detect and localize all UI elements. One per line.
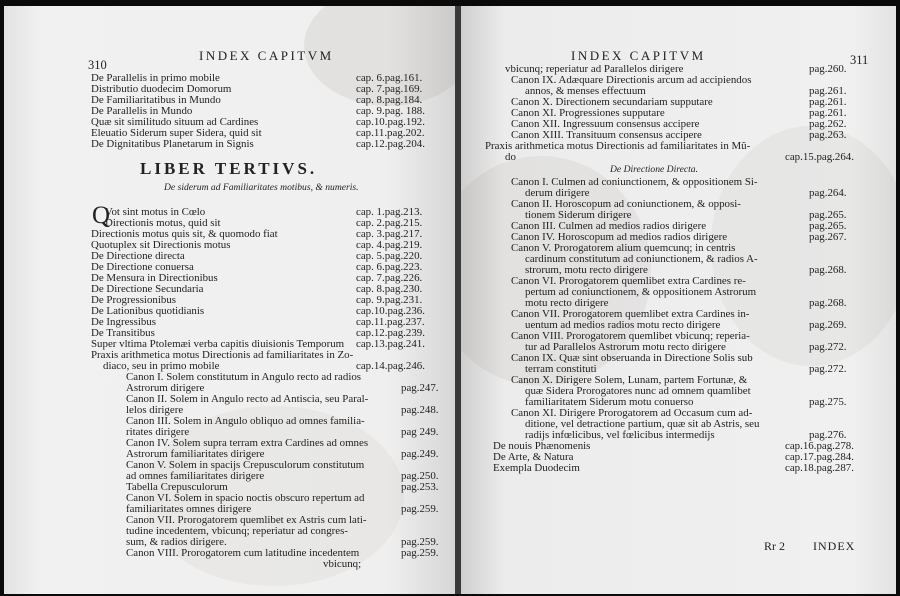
- entry-text: Canon VII. Prorogatorem quemlibet extra Cardines in-: [511, 308, 750, 320]
- chapter-list-book2: [91, 72, 425, 150]
- entry-text: motu recto dirigere: [525, 297, 609, 309]
- entry-text: do: [505, 151, 516, 163]
- entry-text: Directionis motus, quid sit: [105, 217, 221, 229]
- entry-text: De Arte, & Natura: [493, 451, 574, 463]
- page-reference: pag.260.: [809, 63, 847, 75]
- entry-text: familiaritates omnes dirigere: [126, 503, 252, 515]
- entry-text: Canon II. Horoscopum ad coniunctionem, & opposi-: [511, 198, 741, 210]
- entry-text: Canon III. Culmen ad medios radios dirigere: [511, 220, 707, 232]
- entry-text: Distributio duodecim Domorum: [91, 83, 232, 95]
- entry-text: Quæ sit similitudo situum ad Cardines: [91, 116, 259, 128]
- page-reference: pag.265.: [809, 209, 847, 221]
- entry-text: Canon I. Solem constitutum in Angulo recto ad radios: [126, 371, 362, 383]
- entry-text: Canon X. Directionem secundariam supputare: [511, 96, 713, 108]
- page-reference: cap.14.pag.246.: [356, 360, 425, 372]
- page-reference: cap.18.pag.287.: [785, 462, 854, 474]
- entry-text: Astrorum dirigere: [126, 382, 205, 394]
- entry-text: familiaritatem Siderum motu conuerso: [525, 396, 694, 408]
- running-header: INDEX CAPITVM: [199, 48, 334, 63]
- page-reference: pag.272.: [809, 363, 847, 375]
- entry-text: Tabella Crepusculorum: [126, 481, 228, 493]
- page-reference: pag.269.: [809, 319, 847, 331]
- entry-text: Directionis motus quis sit, & quomodo fiat: [91, 228, 278, 240]
- page-reference: pag.261.: [809, 107, 847, 119]
- page-reference: cap. 7.pag.169.: [356, 83, 423, 95]
- catchword: [91, 559, 368, 570]
- catchword: INDEX: [813, 539, 856, 553]
- entry-text: Canon VIII. Prorogatorem cum latitudine incedentem: [126, 547, 360, 559]
- entry-text: tionem Siderum dirigere: [525, 209, 632, 221]
- entry-text: Canon III. Solem in Angulo obliquo ad omnes familia-: [126, 415, 365, 427]
- page-reference: cap.16.pag.278.: [785, 440, 854, 452]
- page-reference: cap. 7.pag.226.: [356, 272, 423, 284]
- page-reference: cap.11.pag.237.: [356, 316, 425, 328]
- page-reference: pag.267.: [809, 231, 847, 243]
- page-reference: cap.17.pag.284.: [785, 451, 854, 463]
- entry-text: De Mensura in Directionibus: [91, 272, 218, 284]
- entry-text: Praxis arithmetica motus Directionis ad familiaritates in Mũ-: [485, 140, 751, 152]
- page-reference: cap.11.pag.202.: [356, 127, 425, 139]
- page-reference: pag.250.: [401, 470, 439, 482]
- entry-text: Canon I. Culmen ad coniunctionem, & oppositionem Si-: [511, 176, 758, 188]
- toc-row: [485, 141, 759, 152]
- chapter-list-right: [485, 63, 854, 474]
- page-reference: cap.15.pag.264.: [785, 151, 854, 163]
- entry-text: Canon VIII. Prorogatorem quemlibet vbicunq; reperia-: [511, 330, 750, 342]
- entry-text: Eleuatio Siderum super Sidera, quid sit: [91, 127, 262, 139]
- entry-text: Canon IV. Horoscopum ad medios radios dirigere: [511, 231, 728, 243]
- entry-text: derum dirigere: [525, 187, 590, 199]
- entry-text: diaco, seu in primo mobile: [103, 360, 220, 372]
- page-reference: pag.249.: [401, 448, 439, 460]
- entry-text: Canon IV. Solem supra terram extra Cardines ad omnes: [126, 437, 369, 449]
- entry-text: ritates dirigere: [126, 426, 190, 438]
- entry-text: Canon VII. Prorogatorem quemlibet ex Astris cum lati-: [126, 514, 367, 526]
- entry-text: cardinum constitutum ad coniunctionem, & radios A-: [525, 253, 758, 265]
- page-reference: cap.10.pag.236.: [356, 305, 425, 317]
- page-reference: cap. 6.pag.223.: [356, 261, 423, 273]
- page-reference: pag.247.: [401, 382, 439, 394]
- page-reference: pag.262.: [809, 118, 847, 130]
- page-reference: cap. 8.pag.230.: [356, 283, 423, 295]
- toc-row: [91, 138, 425, 150]
- entry-text: ad omnes familiaritates dirigere: [126, 470, 265, 482]
- signature-mark: Rr 2: [764, 539, 785, 553]
- entry-text: De Ingressibus: [91, 316, 157, 328]
- entry-text: Exempla Duodecim: [493, 462, 580, 474]
- page-reference: cap. 6.pag.161.: [356, 72, 423, 84]
- entry-text: Super vltima Ptolemæi verba capitis diuisionis Temporum: [91, 338, 345, 350]
- entry-text: sum, & radios dirigere.: [126, 536, 227, 548]
- page-reference: cap. 5.pag.220.: [356, 250, 423, 262]
- entry-text: De Lationibus quotidianis: [91, 305, 205, 317]
- page-number: 311: [850, 53, 869, 67]
- page-reference: cap. 3.pag.217.: [356, 228, 423, 240]
- entry-text: De nouis Phænomenis: [493, 440, 591, 452]
- entry-text: Canon VI. Solem in spacio noctis obscuro repertum ad: [126, 492, 365, 504]
- entry-text: strorum, motu recto dirigere: [525, 264, 648, 276]
- toc-row: [485, 462, 854, 474]
- entry-text: annos, & menses effectuum: [525, 85, 646, 97]
- page-reference: pag.268.: [809, 264, 847, 276]
- entry-text: Canon XIII. Transituum consensus accipere: [511, 129, 702, 141]
- page-reference: pag.265.: [809, 220, 847, 232]
- entry-text: De Familiaritatibus in Mundo: [91, 94, 221, 106]
- entry-text: Canon VI. Prorogatorem quemlibet extra Cardines re-: [511, 275, 746, 287]
- page-reference: pag.275.: [809, 396, 847, 408]
- page-reference: pag.259.: [401, 547, 439, 559]
- page-reference: cap. 9.pag.231.: [356, 294, 423, 306]
- entry-text: uentum ad medios radios motu recto dirigere: [525, 319, 721, 331]
- page-reference: pag.261.: [809, 85, 847, 97]
- left-page: [4, 6, 456, 594]
- page-reference: cap. 2.pag.215.: [356, 217, 423, 229]
- page-reference: pag.263.: [809, 129, 847, 141]
- page-reference: pag 249.: [401, 426, 439, 438]
- page-reference: cap. 8.pag.184.: [356, 94, 423, 106]
- entry-text: ditione, vel detractione partium, quæ sit ab Astris, seu: [525, 418, 760, 430]
- entry-text: Canon IX. Quæ sint obseruanda in Directione Solis sub: [511, 352, 753, 364]
- book-title: LIBER TERTIVS.: [140, 159, 318, 178]
- entry-text: De Parallelis in primo mobile: [91, 72, 220, 84]
- page-reference: pag.276.: [809, 429, 847, 441]
- page-reference: pag.261.: [809, 96, 847, 108]
- entry-text: vbicunq; reperiatur ad Parallelos dirigere: [505, 63, 684, 75]
- page-reference: cap. 4.pag.219.: [356, 239, 423, 251]
- running-header: INDEX CAPITVM: [571, 48, 706, 63]
- page-reference: pag.253.: [401, 481, 439, 493]
- entry-text: Astrorum familiaritates dirigere: [126, 448, 265, 460]
- entry-text: Canon XI. Dirigere Prorogatorem ad Occasum cum ad-: [511, 407, 753, 419]
- entry-text: Canon V. Prorogatorem alium quemcunq; in centris: [511, 242, 736, 254]
- page-reference: cap.12.pag.204.: [356, 138, 425, 150]
- entry-text: De Directione Secundaria: [91, 283, 204, 295]
- entry-text: De Progressionibus: [91, 294, 177, 306]
- entry-text: De Parallelis in Mundo: [91, 105, 193, 117]
- entry-text: De Directione directa: [91, 250, 185, 262]
- page-reference: pag.248.: [401, 404, 439, 416]
- entry-text: De Directione conuersa: [91, 261, 194, 273]
- entry-text: vbicunq;: [323, 558, 362, 570]
- drop-cap: Q: [92, 202, 111, 229]
- page-reference: cap.10.pag.192.: [356, 116, 425, 128]
- entry-text: pertum ad coniunctionem, & oppositionem Astrorum: [525, 286, 757, 298]
- entry-text: terram constituti: [525, 363, 597, 375]
- chapter-list-book3: [91, 206, 439, 570]
- page-reference: pag.272.: [809, 341, 847, 353]
- page-reference: cap. 1.pag.213.: [356, 206, 423, 218]
- page-reference: cap.13.pag.241.: [356, 338, 425, 350]
- entry-text: lelos dirigere: [126, 404, 184, 416]
- entry-text: Canon X. Dirigere Solem, Lunam, partem Fortunæ, &: [511, 374, 748, 386]
- page-reference: pag.264.: [809, 187, 847, 199]
- entry-text: Canon IX. Adæquare Directionis arcum ad accipiendos: [511, 74, 752, 86]
- page-reference: cap. 9.pag. 188.: [356, 105, 425, 117]
- book-subtitle: De siderum ad Familiaritates motibus, & numeris.: [164, 182, 359, 193]
- page-reference: pag.259.: [401, 536, 439, 548]
- entry-text: Canon XI. Progressiones supputare: [511, 107, 665, 119]
- entry-text: De Transitibus: [91, 327, 155, 339]
- page-number: 310: [88, 58, 107, 72]
- toc-row: [485, 151, 854, 163]
- entry-text: tudine incedentem, vbicunq; reperiatur ad congres-: [126, 525, 348, 537]
- entry-text: tur ad Parallelos Astrorum motu recto dirigere: [525, 341, 726, 353]
- page-reference: pag.259.: [401, 503, 439, 515]
- entry-text: Canon XII. Ingressuum consensus accipere: [511, 118, 700, 130]
- entry-text: quæ Sidera Prorogatores nunc ad omnem quamlibet: [525, 385, 751, 397]
- entry-text: De Dignitatibus Planetarum in Signis: [91, 138, 254, 150]
- entry-text: radijs infœlicibus, vel fœlicibus intermedijs: [525, 429, 715, 441]
- page-reference: cap.12.pag.239.: [356, 327, 425, 339]
- entry-text: Canon V. Solem in spacijs Crepusculorum constitutum: [126, 459, 365, 471]
- entry-text: Quotuplex sit Directionis motus: [91, 239, 231, 251]
- entry-text: Vot sint motus in Cœlo: [105, 206, 206, 218]
- entry-text: Canon II. Solem in Angulo recto ad Antiscia, seu Paral-: [126, 393, 369, 405]
- entry-text: Praxis arithmetica motus Directionis ad familiaritates in Zo-: [91, 349, 354, 361]
- right-page: [461, 6, 896, 594]
- page-reference: pag.268.: [809, 297, 847, 309]
- section-title: De Directione Directa.: [610, 164, 699, 175]
